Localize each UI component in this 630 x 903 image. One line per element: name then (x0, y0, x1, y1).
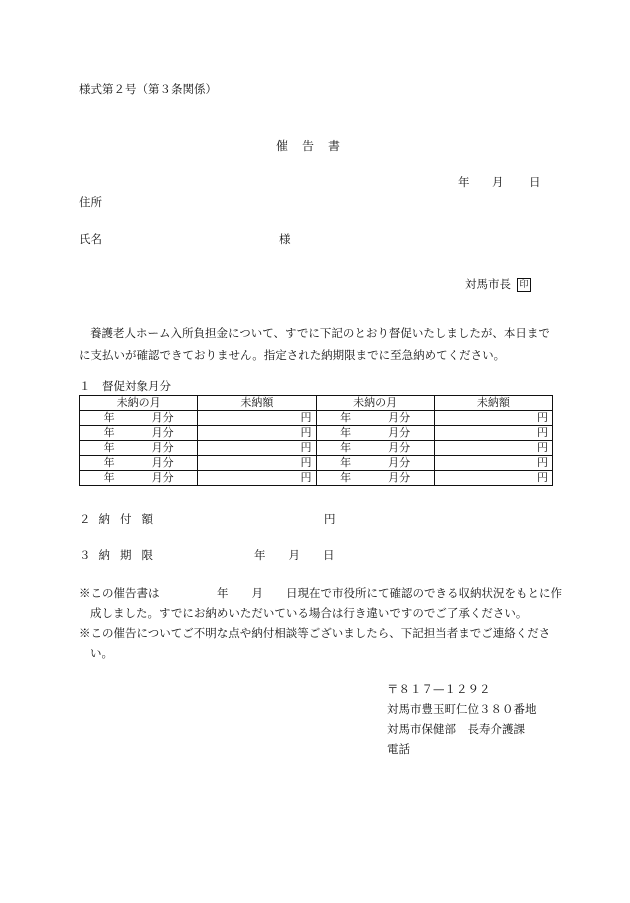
cell-month-text: 月分 (151, 471, 174, 484)
section2-unit: 円 (324, 512, 336, 526)
section2-amount (79, 511, 336, 527)
cell-month-text: 月分 (388, 411, 411, 424)
cell-month-right (316, 441, 434, 456)
table-row (80, 426, 553, 441)
cell-year-text: 年 (103, 426, 115, 439)
col-header-month-left: 未納の月 (80, 396, 198, 411)
cell-yen-text: 円 (537, 441, 548, 454)
cell-yen-text: 円 (537, 456, 548, 469)
honorific: 様 (279, 232, 291, 246)
table-header-row (80, 396, 553, 411)
body-text: 養護老人ホーム入所負担金について、すでに下記のとおり督促いたしましたが、本日までに支払いが確認できておりません。指定された納期限までに至急納めてください。 (79, 326, 550, 362)
form-number: 様式第２号（第３条関係） (79, 82, 217, 96)
contact-phone: 電話 (387, 742, 410, 756)
document-title: 催告書 (275, 139, 354, 153)
contact-block (387, 679, 537, 759)
contact-department: 対馬市保健部 長寿介護課 (387, 722, 525, 736)
section3-label: 納期限 (98, 548, 163, 562)
cell-year-text: 年 (340, 426, 352, 439)
address-label: 住所 (79, 195, 102, 209)
postal-code: 〒８１７—１２９２ (387, 682, 491, 696)
cell-yen-text: 円 (537, 426, 548, 439)
cell-month-text: 月分 (151, 456, 174, 469)
cell-amount-right (434, 426, 552, 441)
cell-year-text: 年 (340, 471, 352, 484)
cell-month-left (80, 426, 198, 441)
date-month: 月 (492, 175, 504, 189)
section2-label: 納付額 (98, 512, 163, 526)
name-label: 氏名 (79, 232, 102, 246)
table-row (80, 411, 553, 426)
dues-table (79, 395, 553, 486)
sender-title: 対馬市長 (465, 277, 511, 291)
table-row (80, 441, 553, 456)
cell-amount-left (198, 456, 316, 471)
cell-amount-right (434, 456, 552, 471)
cell-month-text: 月分 (388, 441, 411, 454)
cell-year-text: 年 (103, 471, 115, 484)
cell-yen-text: 円 (300, 411, 312, 424)
sender (465, 276, 531, 292)
col-header-amount-left: 未納額 (198, 396, 316, 411)
cell-amount-left (198, 411, 316, 426)
cell-month-right (316, 456, 434, 471)
cell-yen-text: 円 (300, 426, 312, 439)
date-year: 年 (458, 175, 470, 189)
cell-amount-left (198, 441, 316, 456)
cell-amount-left (198, 426, 316, 441)
section3-deadline (79, 547, 335, 563)
table-row (80, 471, 553, 486)
note-1: ※この催告書は 年 月 日現在で市役所にて確認のできる収納状況をもとに作成しました。すでにお納めいただいている場合は行き違いですのでご了承ください。 (79, 586, 562, 620)
section3-number: ３ (79, 548, 91, 562)
cell-yen-text: 円 (537, 411, 548, 424)
cell-yen-text: 円 (300, 441, 312, 454)
table-row (80, 456, 553, 471)
contact-address: 対馬市豊玉町仁位３８０番地 (387, 702, 537, 716)
table-body (80, 411, 553, 486)
col-header-month-right: 未納の月 (316, 396, 434, 411)
col-header-amount-right: 未納額 (434, 396, 552, 411)
cell-yen-text: 円 (537, 471, 548, 484)
cell-year-text: 年 (340, 456, 352, 469)
cell-amount-right (434, 471, 552, 486)
cell-month-left (80, 471, 198, 486)
cell-month-left (80, 441, 198, 456)
cell-amount-left (198, 471, 316, 486)
cell-month-text: 月分 (151, 441, 174, 454)
cell-year-text: 年 (340, 411, 352, 424)
note-2: ※この催告についてご不明な点や納付相談等ございましたら、下記担当者までご連絡ください。 (79, 626, 551, 660)
cell-month-text: 月分 (151, 426, 174, 439)
issue-date (458, 174, 541, 190)
cell-year-text: 年 (340, 441, 352, 454)
cell-year-text: 年 (103, 441, 115, 454)
cell-month-left (80, 456, 198, 471)
cell-month-right (316, 426, 434, 441)
cell-year-text: 年 (103, 411, 115, 424)
section3-date: 年 月 日 (254, 548, 335, 562)
cell-month-text: 月分 (151, 411, 174, 424)
cell-year-text: 年 (103, 456, 115, 469)
section2-number: ２ (79, 512, 91, 526)
cell-month-right (316, 471, 434, 486)
cell-month-text: 月分 (388, 456, 411, 469)
cell-yen-text: 円 (300, 471, 312, 484)
cell-month-text: 月分 (388, 471, 411, 484)
cell-month-right (316, 411, 434, 426)
cell-month-left (80, 411, 198, 426)
seal-mark: 印 (517, 278, 531, 292)
date-day: 日 (529, 175, 541, 189)
cell-yen-text: 円 (300, 456, 312, 469)
cell-amount-right (434, 441, 552, 456)
section1-label: １ 督促対象月分 (79, 379, 171, 393)
cell-amount-right (434, 411, 552, 426)
cell-month-text: 月分 (388, 426, 411, 439)
